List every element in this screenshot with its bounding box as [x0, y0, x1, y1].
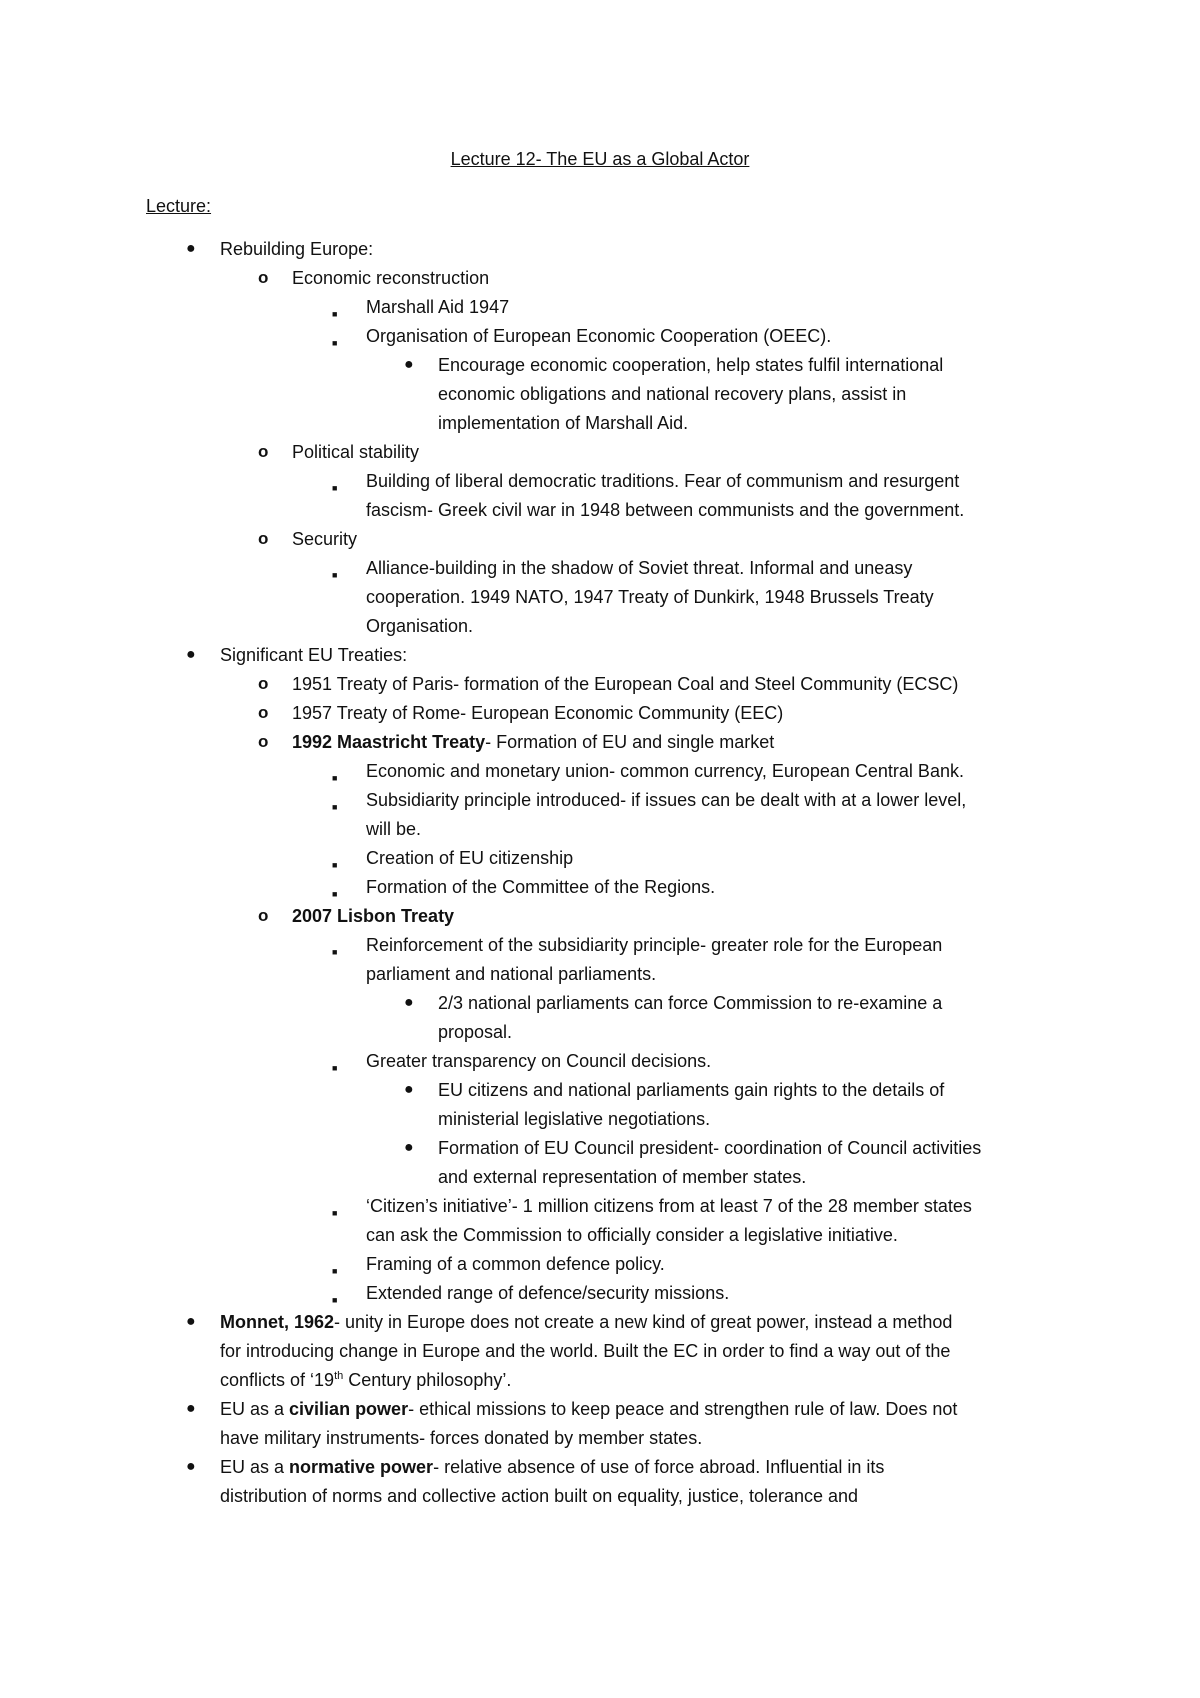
- text-segment: Greater transparency on Council decisions.: [366, 1051, 712, 1071]
- text-segment: th: [334, 1370, 344, 1382]
- bold-text: normative power: [289, 1457, 434, 1477]
- text-segment: Subsidiarity principle introduced- if issues can be dealt with at a lower level,: [366, 790, 967, 810]
- list-item-line: [438, 353, 943, 377]
- list-item-line: [366, 295, 509, 319]
- text-segment: Economic and monetary union- common currency, European Central Bank.: [366, 761, 964, 781]
- text-segment: will be.: [366, 819, 422, 839]
- text-segment: implementation of Marshall Aid.: [438, 413, 689, 433]
- text-segment: Formation of EU Council president- coordination of Council activities: [438, 1138, 982, 1158]
- bullet-disc-icon: ●: [186, 646, 196, 663]
- bullet-circle-icon: o: [258, 529, 269, 548]
- bullet-disc-icon: ●: [404, 1139, 414, 1156]
- bullet-circle-icon: o: [258, 732, 269, 751]
- bullet-disc-icon: ●: [404, 994, 414, 1011]
- bullet-circle-icon: o: [258, 442, 269, 461]
- bullet-square-icon: ■: [332, 802, 338, 812]
- list-item-line: [220, 1426, 702, 1450]
- bullet-square-icon: ■: [332, 889, 338, 899]
- text-segment: and external representation of member states.: [438, 1167, 807, 1187]
- section-label: Lecture:: [146, 196, 212, 216]
- text-segment: EU as a: [220, 1457, 290, 1477]
- text-segment: Building of liberal democratic traditions. Fear of communism and resurgent: [366, 471, 960, 491]
- bullet-circle-icon: o: [258, 906, 269, 925]
- text-segment: Formation of the Committee of the Regions.: [366, 877, 716, 897]
- text-segment: EU as a: [220, 1399, 290, 1419]
- text-segment: Reinforcement of the subsidiarity principle- greater role for the European: [366, 935, 943, 955]
- text-segment: Political stability: [292, 442, 420, 462]
- text-segment: Significant EU Treaties:: [220, 645, 408, 665]
- text-segment: Rebuilding Europe:: [220, 239, 374, 259]
- bullet-square-icon: ■: [332, 338, 338, 348]
- text-segment: ‘Citizen’s initiative’- 1 million citizens from at least 7 of the 28 member states: [366, 1196, 972, 1216]
- list-item-line: [366, 962, 656, 986]
- text-segment: Alliance-building in the shadow of Soviet threat. Informal and uneasy: [366, 558, 913, 578]
- text-segment: Organisation.: [366, 616, 474, 636]
- list-item-line: [292, 904, 454, 928]
- list-item-line: [438, 1078, 944, 1102]
- text-segment: for introducing change in Europe and the world. Built the EC in order to find a way out of the: [220, 1341, 951, 1361]
- list-item-line: [366, 585, 934, 609]
- list-item-line: [292, 440, 419, 464]
- list-item-line: [366, 469, 959, 493]
- bullet-circle-icon: o: [258, 674, 269, 693]
- bullet-disc-icon: ●: [186, 1400, 196, 1417]
- list-item-line: [438, 1107, 710, 1131]
- list-item-line: [366, 556, 912, 580]
- list-item-line: [366, 1252, 665, 1276]
- text-segment: ministerial legislative negotiations.: [438, 1109, 711, 1129]
- bold-text: civilian power: [289, 1399, 409, 1419]
- text-segment: parliament and national parliaments.: [366, 964, 657, 984]
- text-segment: distribution of norms and collective action built on equality, justice, tolerance and: [220, 1486, 859, 1506]
- bullet-square-icon: ■: [332, 483, 338, 493]
- bullet-circle-icon: o: [258, 268, 269, 287]
- list-item-line: [292, 701, 783, 725]
- bullet-square-icon: ■: [332, 309, 338, 319]
- text-segment: Marshall Aid 1947: [366, 297, 510, 317]
- text-segment: Organisation of European Economic Cooperation (OEEC).: [366, 326, 832, 346]
- list-item-line: [292, 730, 774, 754]
- text-segment: Extended range of defence/security missions.: [366, 1283, 730, 1303]
- list-item-line: [366, 788, 966, 812]
- text-segment: - Formation of EU and single market: [485, 732, 775, 752]
- text-segment: Security: [292, 529, 358, 549]
- list-item-line: [366, 498, 964, 522]
- bullet-disc-icon: ●: [186, 1313, 196, 1330]
- list-item-line: [220, 643, 407, 667]
- list-item-line: [438, 1165, 806, 1189]
- bullet-disc-icon: ●: [186, 1458, 196, 1475]
- text-segment: proposal.: [438, 1022, 513, 1042]
- text-segment: 1951 Treaty of Paris- formation of the European Coal and Steel Community (ECSC): [292, 674, 959, 694]
- text-segment: can ask the Commission to officially consider a legislative initiative.: [366, 1225, 898, 1245]
- list-item-line: [366, 614, 473, 638]
- list-item-line: [292, 527, 357, 551]
- bullet-square-icon: ■: [332, 570, 338, 580]
- list-item-line: [366, 846, 573, 870]
- text-segment: - unity in Europe does not create a new kind of great power, instead a method: [334, 1312, 953, 1332]
- list-item-line: [366, 933, 942, 957]
- text-segment: - relative absence of use of force abroad. Influential in its: [433, 1457, 885, 1477]
- bold-text: Monnet, 1962: [220, 1312, 335, 1332]
- text-segment: 2/3 national parliaments can force Commission to re-examine a: [438, 993, 943, 1013]
- text-segment: Economic reconstruction: [292, 268, 490, 288]
- list-item-line: [220, 237, 373, 261]
- list-item-line: [366, 1223, 898, 1247]
- text-segment: - ethical missions to keep peace and strengthen rule of law. Does not: [408, 1399, 958, 1419]
- list-item-line: [438, 411, 688, 435]
- list-item-line: [366, 324, 831, 348]
- list-item-line: [220, 1368, 511, 1392]
- text-segment: Century philosophy’.: [343, 1370, 512, 1390]
- bold-text: 1992 Maastricht Treaty: [292, 732, 486, 752]
- text-segment: 1957 Treaty of Rome- European Economic Community (EEC): [292, 703, 784, 723]
- text-segment: cooperation. 1949 NATO, 1947 Treaty of Dunkirk, 1948 Brussels Treaty: [366, 587, 934, 607]
- bullet-square-icon: ■: [332, 947, 338, 957]
- list-item-line: [438, 1020, 512, 1044]
- list-item-line: [220, 1455, 884, 1479]
- list-item-line: [292, 266, 489, 290]
- list-item-line: [366, 817, 421, 841]
- list-item-line: [366, 759, 964, 783]
- text-segment: have military instruments- forces donated by member states.: [220, 1428, 703, 1448]
- text-segment: conflicts of ‘19: [220, 1370, 335, 1390]
- list-item-line: [438, 1136, 981, 1160]
- text-segment: fascism- Greek civil war in 1948 between communists and the government.: [366, 500, 965, 520]
- bullet-square-icon: ■: [332, 860, 338, 870]
- text-segment: Encourage economic cooperation, help states fulfil international: [438, 355, 944, 375]
- list-item-line: [366, 1281, 729, 1305]
- text-segment: EU citizens and national parliaments gain rights to the details of: [438, 1080, 945, 1100]
- page-title: Lecture 12- The EU as a Global Actor: [450, 149, 750, 169]
- bullet-square-icon: ■: [332, 1063, 338, 1073]
- list-item-line: [366, 1049, 711, 1073]
- list-item-line: [220, 1310, 952, 1334]
- list-item-line: [438, 991, 942, 1015]
- bullet-square-icon: ■: [332, 1208, 338, 1218]
- text-segment: economic obligations and national recovery plans, assist in: [438, 384, 907, 404]
- list-item-line: [220, 1397, 957, 1421]
- bullet-disc-icon: ●: [186, 240, 196, 257]
- list-item-line: [220, 1484, 858, 1508]
- text-segment: Framing of a common defence policy.: [366, 1254, 665, 1274]
- bullet-disc-icon: ●: [404, 356, 414, 373]
- bullet-square-icon: ■: [332, 773, 338, 783]
- list-item-line: [366, 1194, 972, 1218]
- bullet-square-icon: ■: [332, 1295, 338, 1305]
- list-item-line: [220, 1339, 950, 1363]
- bullet-circle-icon: o: [258, 703, 269, 722]
- bold-text: 2007 Lisbon Treaty: [292, 906, 455, 926]
- list-item-line: [438, 382, 906, 406]
- list-item-line: [366, 875, 715, 899]
- text-segment: Creation of EU citizenship: [366, 848, 574, 868]
- bullet-square-icon: ■: [332, 1266, 338, 1276]
- list-item-line: [292, 672, 958, 696]
- bullet-disc-icon: ●: [404, 1081, 414, 1098]
